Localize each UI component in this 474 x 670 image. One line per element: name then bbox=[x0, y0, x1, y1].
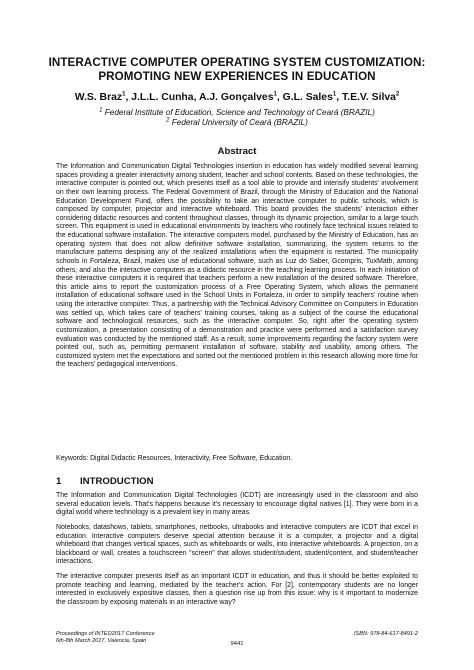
introduction-body bbox=[56, 492, 418, 614]
section-title: INTRODUCTION bbox=[80, 476, 154, 487]
page-number: 9441 bbox=[230, 641, 244, 647]
author: T.E.V. Silva$^2$ bbox=[341, 91, 400, 103]
intro-paragraph: The Information and Communication Digital Technologies (ICDT) are increasingly used in the classroom and also several education levels. That's happens because it's necessary to encourage digital natives [1]. They were born in a digital world where technology is a prevalent key in many areas. bbox=[56, 492, 418, 517]
intro-paragraph: Notebooks, datashows, tablets, smartphones, netbooks, ultrabooks and interactive computers are ICDT that excel in education. Interactive computers deserve special attention because it is a computer, a projector and a digital whiteboard that changes vertical spaces, such as whiteboards or walls, into interactive whiteboards. A projection, on a blackboard or wall, creates a touchscreen "screen" that allows student/student, student/content, and student/teacher interactions. bbox=[56, 523, 418, 566]
section-heading bbox=[56, 476, 154, 488]
footer-conference-line: 6th-8th March 2017, Valencia, Spain bbox=[56, 638, 147, 644]
footer-conference-line: Proceedings of INTED2017 Conference bbox=[56, 631, 155, 637]
section-number: 1 bbox=[56, 476, 62, 487]
affiliation: $^2$ Federal University of Ceará (BRAZIL) bbox=[166, 117, 308, 127]
author-list: W.S. Braz$^1$, J.L.L. Cunha, A.J. Gonçalves$^1$, G.L. Sales$^1$, T.E.V. Silva$^2$ bbox=[74, 91, 400, 103]
author: G.L. Sales$^1$ bbox=[282, 91, 337, 103]
title-line-1: INTERACTIVE COMPUTER OPERATING SYSTEM CUSTOMIZATION: bbox=[48, 56, 426, 69]
paper-title bbox=[40, 56, 434, 84]
title-line-2: PROMOTING NEW EXPERIENCES IN EDUCATION bbox=[98, 70, 376, 83]
author: A.J. Gonçalves$^1$ bbox=[198, 91, 277, 103]
keywords: Keywords: Digital Didactic Resources, Interactivity, Free Software, Education. bbox=[56, 455, 293, 462]
author: J.L.L. Cunha bbox=[131, 92, 194, 103]
footer-isbn: ISBN: 978-84-617-8491-2 bbox=[353, 631, 418, 637]
abstract-body: The Information and Communication Digital Technologies insertion in education has widely modified several learning spaces providing a greater interactivity among student, teacher and school contents. Based on these technologies, the interactive computer is pointed out, which presents itself as a tool able to provide and intensify students' involvement on their own learning process. The Federal Government of Brazil, through the Ministry of Education and the National Education Development Fund, offers the possibility to take an interactive computer to public schools, which is composed by computer, projector and interactive whiteboard. This board provides the students' interaction either considering didactic resources and content throughout classes, through its dynamic projection, similar to a large touch screen. This equipment is used in educational environments by teachers who routinely face technical issues related to the educational software installation. The interactive computers model, purchased by the Ministry of Education, has an operating system that does not allow definitive software installation, summarizing, the system returns to the manufacture patterns despising any of the realized installations when the equipment is restarted. The municipality schools in Fortaleza, Brazil, makes use of educational software, such as Luz do Saber, Gcompris, TuxMath, among others, and also the interactive computers as a didactic resource in the teaching learning process. In each initiation of these interactive computers it is required that teachers perform a new installation of the desired software. Therefore, this article aims to report the customization process of a Free Operating System, which allows the permanent installation of educational software used in the School Units in Fortaleza, in order to simplify teachers' routine when using the interactive computer. Thus, a partnership with the Technical Advisory Committee on Computers in Education was settled up, which takes care of teachers' training courses, taking as a subject of the course the educational software and technological resources, such as the interactive computer. So, right after the operating system customization, a presentation consisting of a demonstration and practice were performed and a satisfaction survey evaluation was conducted by the mentioned staff. As a result, some improvements regarding the factory system were pointed out, such as, permitting permanent installation of software, stability and usability, among others. The customized system met the expectations and sorted out the mentioned problem in this research allowing more time for the teachers' pedagogical interventions. bbox=[56, 163, 418, 369]
affiliation: $^1$ Federal Institute of Education, Science and Technology of Ceará (BRAZIL) bbox=[99, 107, 375, 117]
author: W.S. Braz$^1$ bbox=[74, 91, 126, 103]
intro-paragraph: The interactive computer presents itself as an important ICDT in education, and thus it should be better exploited to promote teaching and learning, mediated by the teacher's action. For [2], contemporary students are no longer interested in exclusively expositive classes, then a question rise up from this issue: why is it important to modernize the classroom by exposing materials in an interactive way? bbox=[56, 573, 418, 606]
abstract-heading: Abstract bbox=[217, 146, 257, 157]
affiliations bbox=[40, 108, 434, 128]
